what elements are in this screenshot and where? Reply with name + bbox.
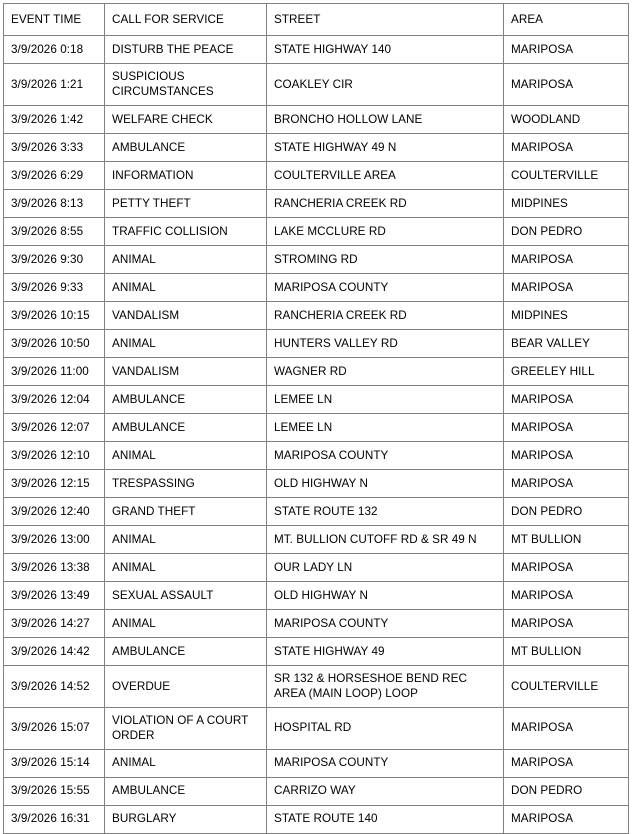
cell-street: STROMING RD — [267, 245, 504, 273]
cell-event-time: 3/9/2026 9:33 — [4, 273, 105, 301]
cell-event-time: 3/9/2026 14:52 — [4, 665, 105, 707]
cell-area: MT BULLION — [504, 525, 629, 553]
cell-call-for-service: VIOLATION OF A COURT ORDER — [105, 707, 267, 749]
table-row — [4, 329, 629, 357]
cell-street: MT. BULLION CUTOFF RD & SR 49 N — [267, 525, 504, 553]
cell-area: BEAR VALLEY — [504, 329, 629, 357]
table-row — [4, 245, 629, 273]
cell-call-for-service: GRAND THEFT — [105, 497, 267, 525]
cell-call-for-service: BURGLARY — [105, 805, 267, 833]
cell-call-for-service: SUSPICIOUS CIRCUMSTANCES — [105, 64, 267, 106]
cell-event-time: 3/9/2026 13:00 — [4, 525, 105, 553]
cell-area: MARIPOSA — [504, 273, 629, 301]
cell-event-time: 3/9/2026 12:40 — [4, 497, 105, 525]
column-header-area: AREA — [504, 4, 629, 36]
cell-event-time: 3/9/2026 12:15 — [4, 469, 105, 497]
cell-event-time: 3/9/2026 0:18 — [4, 36, 105, 64]
cell-call-for-service: AMBULANCE — [105, 385, 267, 413]
cell-street: STATE ROUTE 132 — [267, 497, 504, 525]
cell-call-for-service: TRAFFIC COLLISION — [105, 217, 267, 245]
table-row — [4, 441, 629, 469]
cell-event-time: 3/9/2026 11:00 — [4, 357, 105, 385]
table-row — [4, 413, 629, 441]
cell-call-for-service: ANIMAL — [105, 245, 267, 273]
cell-call-for-service: TRESPASSING — [105, 469, 267, 497]
cell-call-for-service: ANIMAL — [105, 441, 267, 469]
cell-area: COULTERVILLE — [504, 161, 629, 189]
cell-area: MIDPINES — [504, 301, 629, 329]
cell-event-time: 3/9/2026 16:31 — [4, 805, 105, 833]
cell-event-time: 3/9/2026 8:55 — [4, 217, 105, 245]
cell-area: MARIPOSA — [504, 609, 629, 637]
cell-area: MARIPOSA — [504, 553, 629, 581]
cell-area: WOODLAND — [504, 105, 629, 133]
cell-event-time: 3/9/2026 12:10 — [4, 441, 105, 469]
column-header-street: STREET — [267, 4, 504, 36]
cell-call-for-service: INFORMATION — [105, 161, 267, 189]
cell-area: COULTERVILLE — [504, 665, 629, 707]
cell-event-time: 3/9/2026 10:50 — [4, 329, 105, 357]
column-header-call-for-service: CALL FOR SERVICE — [105, 4, 267, 36]
cell-street: STATE ROUTE 140 — [267, 805, 504, 833]
cell-area: MARIPOSA — [504, 36, 629, 64]
cell-street: OLD HIGHWAY N — [267, 581, 504, 609]
cell-call-for-service: ANIMAL — [105, 525, 267, 553]
cell-street: COULTERVILLE AREA — [267, 161, 504, 189]
table-row — [4, 469, 629, 497]
cell-event-time: 3/9/2026 13:49 — [4, 581, 105, 609]
cell-area: MARIPOSA — [504, 707, 629, 749]
table-row — [4, 105, 629, 133]
cell-call-for-service: AMBULANCE — [105, 133, 267, 161]
cell-call-for-service: OVERDUE — [105, 665, 267, 707]
cell-event-time: 3/9/2026 8:13 — [4, 189, 105, 217]
cell-area: DON PEDRO — [504, 217, 629, 245]
cell-call-for-service: ANIMAL — [105, 329, 267, 357]
cell-street: STATE HIGHWAY 140 — [267, 36, 504, 64]
cell-call-for-service: AMBULANCE — [105, 637, 267, 665]
cell-area: MARIPOSA — [504, 413, 629, 441]
table-row — [4, 777, 629, 805]
cell-street: HUNTERS VALLEY RD — [267, 329, 504, 357]
table-row — [4, 64, 629, 106]
table-row — [4, 553, 629, 581]
table-header-row — [4, 4, 629, 36]
table-row — [4, 749, 629, 777]
table-row — [4, 36, 629, 64]
cell-street: BRONCHO HOLLOW LANE — [267, 105, 504, 133]
cell-area: MT BULLION — [504, 637, 629, 665]
table-row — [4, 189, 629, 217]
cell-area: MARIPOSA — [504, 469, 629, 497]
cell-area: MARIPOSA — [504, 385, 629, 413]
cell-call-for-service: AMBULANCE — [105, 413, 267, 441]
cell-area: MARIPOSA — [504, 64, 629, 106]
cell-event-time: 3/9/2026 10:15 — [4, 301, 105, 329]
cell-call-for-service: AMBULANCE — [105, 777, 267, 805]
table-row — [4, 161, 629, 189]
cell-street: LEMEE LN — [267, 413, 504, 441]
cell-call-for-service: ANIMAL — [105, 749, 267, 777]
table-row — [4, 133, 629, 161]
cell-event-time: 3/9/2026 1:21 — [4, 64, 105, 106]
table-header — [4, 4, 629, 36]
cell-area: DON PEDRO — [504, 497, 629, 525]
cell-street: RANCHERIA CREEK RD — [267, 301, 504, 329]
cell-event-time: 3/9/2026 13:38 — [4, 553, 105, 581]
table-body — [4, 36, 629, 834]
call-for-service-log-table — [3, 3, 629, 834]
cell-event-time: 3/9/2026 15:07 — [4, 707, 105, 749]
cell-call-for-service: ANIMAL — [105, 609, 267, 637]
cell-call-for-service: DISTURB THE PEACE — [105, 36, 267, 64]
cell-area: MIDPINES — [504, 189, 629, 217]
cell-street: MARIPOSA COUNTY — [267, 749, 504, 777]
cell-street: LEMEE LN — [267, 385, 504, 413]
table-row — [4, 273, 629, 301]
cell-area: MARIPOSA — [504, 441, 629, 469]
cell-area: MARIPOSA — [504, 805, 629, 833]
cell-street: MARIPOSA COUNTY — [267, 273, 504, 301]
cell-area: MARIPOSA — [504, 581, 629, 609]
cell-street: MARIPOSA COUNTY — [267, 441, 504, 469]
table-row — [4, 805, 629, 833]
cell-event-time: 3/9/2026 9:30 — [4, 245, 105, 273]
table-row — [4, 525, 629, 553]
cell-event-time: 3/9/2026 3:33 — [4, 133, 105, 161]
cell-event-time: 3/9/2026 1:42 — [4, 105, 105, 133]
cell-event-time: 3/9/2026 14:27 — [4, 609, 105, 637]
cell-event-time: 3/9/2026 15:55 — [4, 777, 105, 805]
cell-area: MARIPOSA — [504, 245, 629, 273]
cell-call-for-service: PETTY THEFT — [105, 189, 267, 217]
column-header-event-time: EVENT TIME — [4, 4, 105, 36]
table-row — [4, 581, 629, 609]
cell-area: MARIPOSA — [504, 749, 629, 777]
cell-event-time: 3/9/2026 12:04 — [4, 385, 105, 413]
table-row — [4, 357, 629, 385]
table-row — [4, 707, 629, 749]
cell-street: OLD HIGHWAY N — [267, 469, 504, 497]
cell-area: DON PEDRO — [504, 777, 629, 805]
table-row — [4, 497, 629, 525]
table-row — [4, 217, 629, 245]
cell-street: STATE HIGHWAY 49 N — [267, 133, 504, 161]
cell-street: LAKE MCCLURE RD — [267, 217, 504, 245]
cell-street: COAKLEY CIR — [267, 64, 504, 106]
cell-event-time: 3/9/2026 14:42 — [4, 637, 105, 665]
cell-event-time: 3/9/2026 12:07 — [4, 413, 105, 441]
cell-street: WAGNER RD — [267, 357, 504, 385]
cell-call-for-service: ANIMAL — [105, 553, 267, 581]
cell-call-for-service: ANIMAL — [105, 273, 267, 301]
cell-street: SR 132 & HORSESHOE BEND REC AREA (MAIN LOOP) LOOP — [267, 665, 504, 707]
cell-street: CARRIZO WAY — [267, 777, 504, 805]
cell-event-time: 3/9/2026 15:14 — [4, 749, 105, 777]
cell-street: STATE HIGHWAY 49 — [267, 637, 504, 665]
table-row — [4, 385, 629, 413]
cell-call-for-service: WELFARE CHECK — [105, 105, 267, 133]
cell-call-for-service: VANDALISM — [105, 357, 267, 385]
cell-call-for-service: SEXUAL ASSAULT — [105, 581, 267, 609]
cell-call-for-service: VANDALISM — [105, 301, 267, 329]
cell-street: OUR LADY LN — [267, 553, 504, 581]
cell-area: GREELEY HILL — [504, 357, 629, 385]
cell-street: HOSPITAL RD — [267, 707, 504, 749]
table-row — [4, 665, 629, 707]
table-row — [4, 301, 629, 329]
cell-street: RANCHERIA CREEK RD — [267, 189, 504, 217]
table-row — [4, 609, 629, 637]
cell-street: MARIPOSA COUNTY — [267, 609, 504, 637]
cell-area: MARIPOSA — [504, 133, 629, 161]
cell-event-time: 3/9/2026 6:29 — [4, 161, 105, 189]
table-row — [4, 637, 629, 665]
